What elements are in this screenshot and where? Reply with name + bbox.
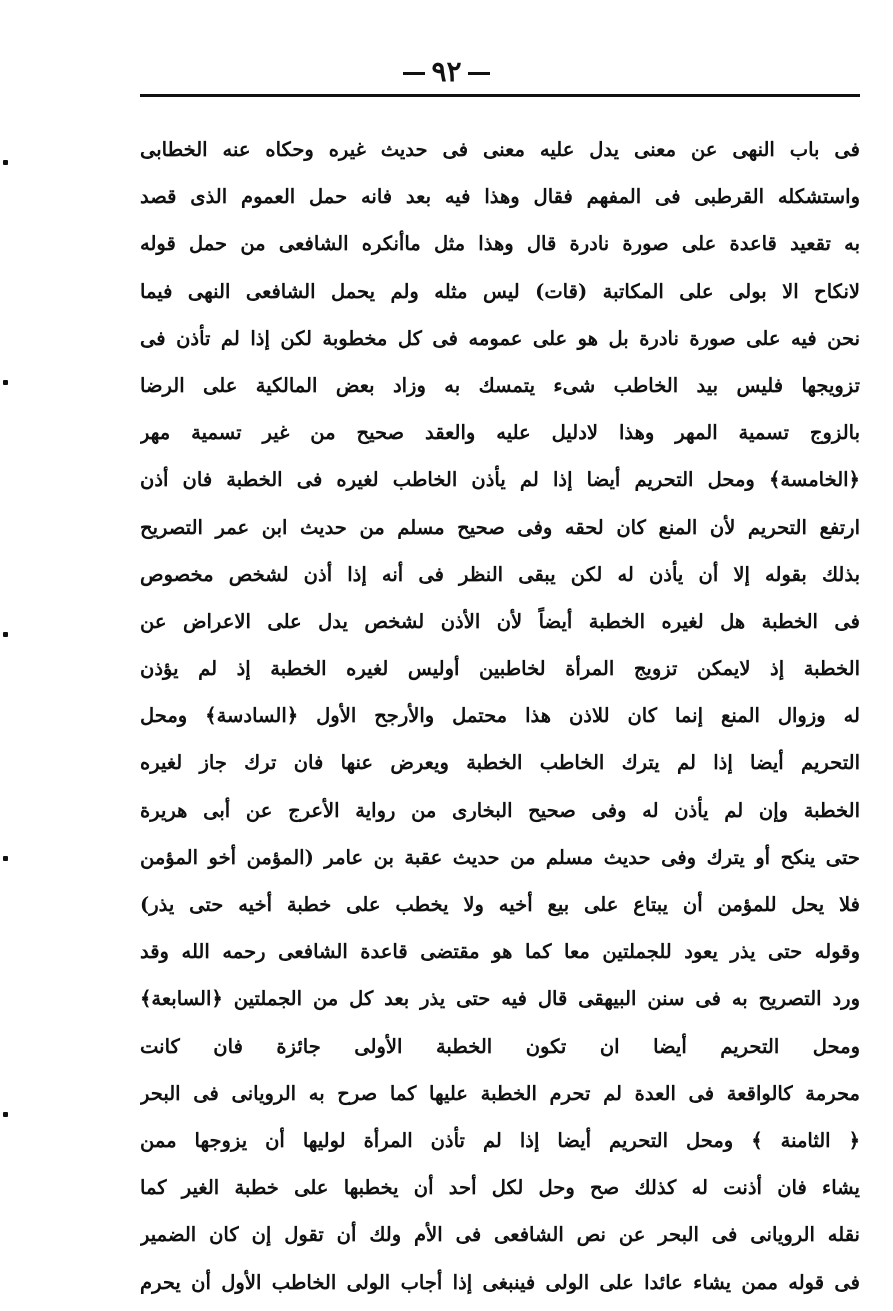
text-line: واستشكله القرطبى فى المفهم فقال وهذا فيه بعد فانه حمل العموم الذى قصد — [140, 185, 860, 209]
text-line: نحن فيه على صورة نادرة بل هو على عمومه فى كل مخطوبة لكن إذا لم تأذن فى — [140, 326, 860, 350]
text-line: فى باب النهى عن معنى يدل عليه معنى فى حديث غيره وحكاه عنه الخطابى — [140, 138, 860, 161]
text-line: التحريم أيضا إذا لم يترك الخاطب الخطبة ويعرض عنها فان ترك جاز لغيره — [140, 751, 860, 775]
text-line: حتى ينكح أو يترك وفى حديث مسلم من حديث عقبة بن عامر (المؤمن أخو المؤمن — [140, 845, 860, 869]
header-rule — [140, 94, 860, 97]
header-dash-right — [468, 72, 490, 75]
scan-mark — [3, 380, 8, 385]
text-line: وقوله حتى يذر يعود للجملتين معا كما هو مقتضى قاعدة الشافعى رحمه الله وقد — [140, 940, 860, 964]
text-line: لانكاح الا بولى على المكاتبة (قات) ليس مثله ولم يحمل الشافعى النهى فيما — [140, 279, 860, 303]
page-body — [140, 126, 860, 1306]
text-line: فى الخطبة هل لغيره الخطبة أيضاً لأن الأذن لشخص يدل على الاعراض عن — [140, 609, 860, 633]
text-line: يشاء فان أذنت له كذلك صح وحل لكل أحد أن يخطبها على خطبة الغير كما — [140, 1176, 860, 1200]
page-number: ٩٢ — [431, 55, 462, 88]
text-line: تزويجها فليس بيد الخاطب شىء يتمسك به وزاد بعض المالكية على الرضا — [140, 373, 860, 397]
text-line: فلا يحل للمؤمن أن يبتاع على بيع أخيه ولا يخطب على خطبة أخيه حتى يذر) — [140, 893, 860, 916]
scan-mark — [3, 160, 8, 165]
text-line: فى قوله ممن يشاء عائدا على الولى فينبغى إذا أجاب الولى الخاطب الأول أن يحرم — [140, 1270, 860, 1294]
text-line: محرمة كالواقعة فى العدة لم تحرم الخطبة عليها كما صرح به الرويانى فى البحر — [140, 1081, 860, 1105]
text-line: به تقعيد قاعدة على صورة نادرة قال وهذا مثل ماأنكره الشافعى من حمل قوله — [140, 232, 860, 256]
text-line: ﴿ الثامنة ﴾ ومحل التحريم أيضا إذا لم تأذن المرأة لوليها أن يزوجها ممن — [140, 1128, 860, 1152]
text-line: الخطبة إذ لايمكن تزويج المرأة لخاطبين أوليس لغيره الخطبة إذ لم يؤذن — [140, 657, 860, 681]
text-line: نقله الرويانى فى البحر عن نص الشافعى فى الأم ولك أن تقول إن كان الضمير — [140, 1223, 860, 1247]
header-dash-left — [403, 72, 425, 75]
scan-mark — [3, 856, 8, 861]
text-line: ﴿الخامسة﴾ ومحل التحريم أيضا إذا لم يأذن الخاطب لغيره فى الخطبة فان أذن — [140, 468, 860, 492]
scan-mark — [3, 1112, 8, 1117]
text-line: ورد التصريح به فى سنن البيهقى قال فيه حتى يذر بعد كل من الجملتين ﴿السابعة﴾ — [140, 987, 860, 1011]
text-line: بالزوج تسمية المهر وهذا لادليل عليه والعقد صحيح من غير تسمية مهر — [140, 421, 860, 445]
text-line: ارتفع التحريم لأن المنع كان لحقه وفى صحيح مسلم من حديث ابن عمر التصريح — [140, 515, 860, 539]
scan-mark — [3, 632, 8, 637]
text-line: ومحل التحريم أيضا ان تكون الخطبة الأولى جائزة فان كانت — [140, 1034, 860, 1058]
text-line: له وزوال المنع إنما كان للاذن هذا محتمل والأرجح الأول ﴿السادسة﴾ ومحل — [140, 704, 860, 728]
page-header — [0, 52, 893, 92]
text-line: الخطبة وإن لم يأذن له وفى صحيح البخارى من رواية الأعرج عن أبى هريرة — [140, 798, 860, 822]
text-line: بذلك بقوله إلا أن يأذن له لكن يبقى النظر فى أنه إذا أذن لشخص مخصوص — [140, 562, 860, 586]
